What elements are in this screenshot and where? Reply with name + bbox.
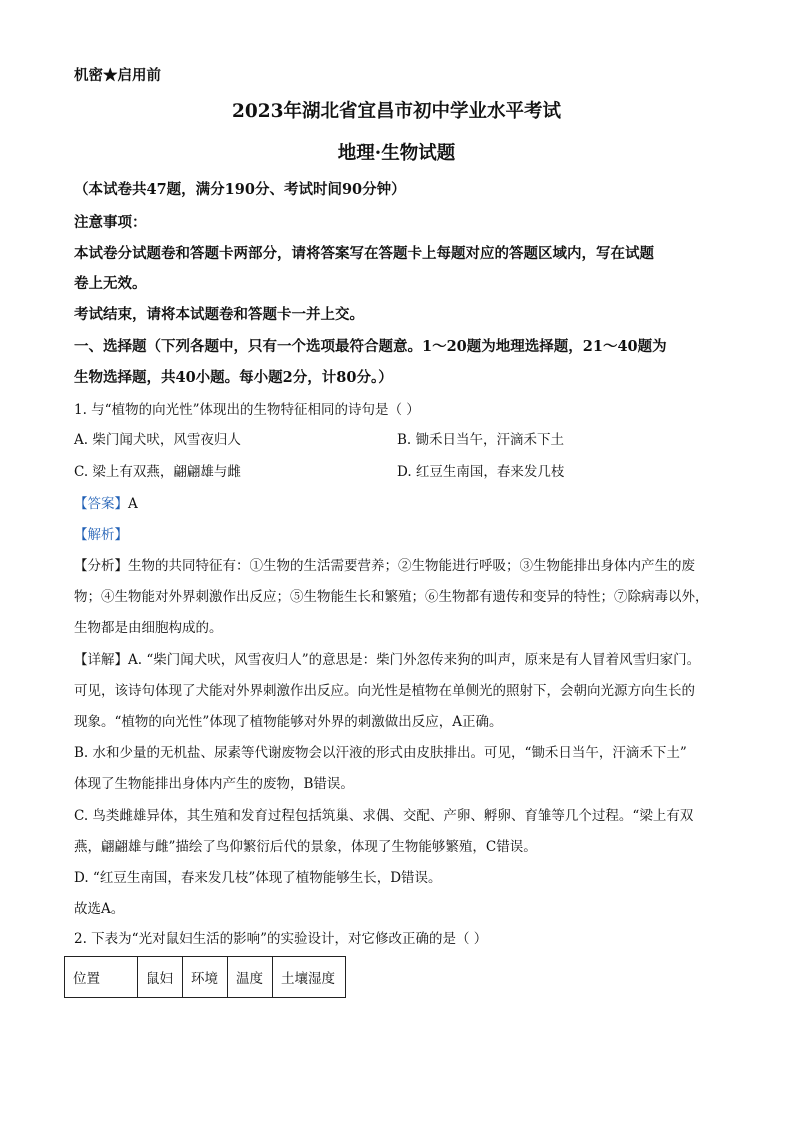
q2-stem: 2. 下表为“光对鼠妇生活的影响”的实验设计，对它修改正确的是（ ） xyxy=(74,931,488,947)
exam-subtitle: 地理·生物试题 xyxy=(337,143,456,164)
q1-answer xyxy=(74,494,138,514)
section-heading-a: 一、选择题（下列各题中，只有一个选项最符合题意。1～20题为地理选择题，21～40题为 xyxy=(74,338,667,355)
section-heading-b: 生物选择题，共40小题。每小题2分，计80分。） xyxy=(74,369,393,386)
exam-title: 2023年湖北省宜昌市初中学业水平考试 xyxy=(232,101,561,122)
analysis-tag: 【解析】 xyxy=(74,527,128,543)
table-row xyxy=(65,957,346,998)
xiangjie-line-a2: 可见，该诗句体现了犬能对外界刺激作出反应。向光性是植物在单侧光的照射下，会朝向光源方向生长的 xyxy=(74,683,695,699)
secret-label: 机密★启用前 xyxy=(74,67,161,84)
xiangjie-line-c2: 燕，翩翩雄与雌”描绘了鸟仰繁衍后代的景象，体现了生物能够繁殖，C错误。 xyxy=(74,839,537,855)
xiangjie-line-b1: B. 水和少量的无机盐、尿素等代谢废物会以汗液的形式由皮肤排出。可见，“锄禾日当午，汗滴禾下土” xyxy=(74,745,687,761)
q1-option-a: A. 柴门闻犬吠，风雪夜归人 xyxy=(74,432,241,448)
fenxi-line-3: 生物都是由细胞构成的。 xyxy=(74,620,223,636)
xiangjie-line-b2: 体现了生物能排出身体内产生的废物，B错误。 xyxy=(74,776,354,792)
table-header-cell: 土壤湿度 xyxy=(273,957,346,998)
q2-table xyxy=(64,956,346,998)
answer-value: A xyxy=(128,496,138,512)
table-header-cell: 位置 xyxy=(65,957,138,998)
xiangjie-line-d: D. “红豆生南国，春来发几枝”体现了植物能够生长，D错误。 xyxy=(74,870,442,886)
notice-line-2: 考试结束，请将本试题卷和答题卡一并上交。 xyxy=(74,306,364,323)
table-header-cell: 环境 xyxy=(183,957,228,998)
q1-option-c: C. 梁上有双燕，翩翩雄与雌 xyxy=(74,464,241,480)
fenxi-line-2: 物；④生物能对外界刺激作出反应；⑤生物能生长和繁殖；⑥生物都有遗传和变异的特性；⑦除病毒以外， xyxy=(74,589,709,605)
xiangjie-tag: 【详解】 xyxy=(74,652,128,668)
notice-line-1a: 本试卷分试题卷和答题卡两部分，请将答案写在答题卡上每题对应的答题区域内，写在试题 xyxy=(74,245,654,262)
notice-title: 注意事项： xyxy=(74,214,147,231)
q1-stem: 1. 与“植物的向光性”体现出的生物特征相同的诗句是（ ） xyxy=(74,402,420,418)
q1-option-d: D. 红豆生南国，春来发几枝 xyxy=(397,464,565,480)
fenxi-line-1: 【分析】生物的共同特征有：①生物的生活需要营养；②生物能进行呼吸；③生物能排出身体内产生的废 xyxy=(74,558,695,574)
notice-line-1b: 卷上无效。 xyxy=(74,275,147,292)
q1-conclusion: 故选A。 xyxy=(74,901,125,917)
fenxi-tag: 【分析】 xyxy=(74,558,128,574)
q1-option-b: B. 锄禾日当午，汗滴禾下土 xyxy=(397,432,565,448)
xiangjie-line-a1: 【详解】A. “柴门闻犬吠，风雪夜归人”的意思是：柴门外忽传来狗的叫声，原来是有人冒着风雪归家门。 xyxy=(74,652,701,668)
xiangjie-line-a3: 现象。“植物的向光性”体现了植物能够对外界的刺激做出反应，A正确。 xyxy=(74,714,503,730)
xiangjie-line-c1: C. 鸟类雌雄异体，其生殖和发育过程包括筑巢、求偶、交配、产卵、孵卵、育雏等几个过程。“梁上有双 xyxy=(74,808,694,824)
table-header-cell: 温度 xyxy=(228,957,273,998)
exam-info: （本试卷共47题，满分190分、考试时间90分钟） xyxy=(74,181,406,198)
answer-tag: 【答案】 xyxy=(74,496,128,512)
table-header-cell: 鼠妇 xyxy=(138,957,183,998)
